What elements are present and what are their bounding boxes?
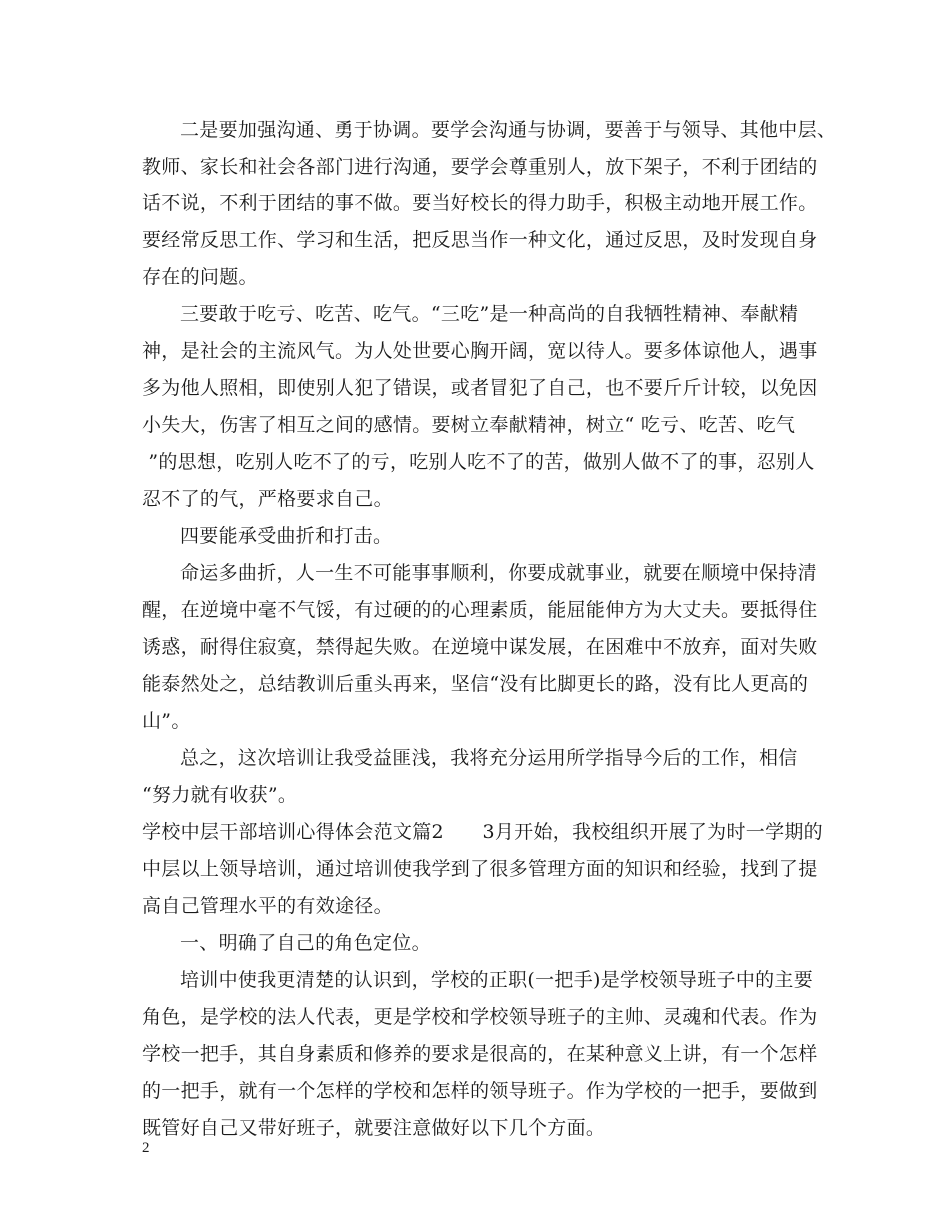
text-line: 命运多曲折，人一生不可能事事顺利，你要成就事业，就要在顺境中保持清 bbox=[180, 562, 817, 584]
text-line: 忍不了的气，严格要求自己。 bbox=[142, 488, 393, 510]
text-line: 四要能承受曲折和打击。 bbox=[180, 525, 393, 547]
text-line: 三要敢于吃亏、吃苦、吃气。“三吃”是一种高尚的自我牺牲精神、奉献精 bbox=[180, 303, 799, 325]
text-line: 教师、家长和社会各部门进行沟通，要学会尊重别人，放下架子，不利于团结的 bbox=[142, 156, 818, 178]
text-line: 话不说，不利于团结的事不做。要当好校长的得力助手，积极主动地开展工作。 bbox=[142, 192, 818, 214]
text-line: 角色，是学校的法人代表，更是学校和学校领导班子的主帅、灵魂和代表。作为 bbox=[142, 1006, 818, 1028]
text-line: 醒，在逆境中毫不气馁，有过硬的的心理素质，能屈能伸方为大丈夫。要抵得住 bbox=[142, 599, 818, 621]
text-line: 培训中使我更清楚的认识到，学校的正职(一把手)是学校领导班子中的主要 bbox=[180, 969, 814, 991]
text-line: 学校一把手，其自身素质和修养的要求是很高的，在某种意义上讲，有一个怎样 bbox=[142, 1043, 818, 1065]
text-line: 高自己管理水平的有效途径。 bbox=[142, 895, 393, 917]
text-line: 神，是社会的主流风气。为人处世要心胸开阔，宽以待人。要多体谅他人，遇事 bbox=[142, 340, 818, 362]
text-line: 多为他人照相，即使别人犯了错误，或者冒犯了自己，也不要斤斤计较，以免因 bbox=[142, 377, 818, 399]
text-line: 既管好自己又带好班子，就要注意做好以下几个方面。 bbox=[142, 1117, 606, 1139]
page-number: 2 bbox=[142, 1140, 150, 1156]
text-line: 诱惑，耐得住寂寞，禁得起失败。在逆境中谋发展，在困难中不放弃，面对失败 bbox=[142, 636, 818, 658]
section-heading: 一、明确了自己的角色定位。 bbox=[180, 932, 431, 954]
text-line: 二是要加强沟通、勇于协调。要学会沟通与协调，要善于与领导、其他中层、 bbox=[180, 119, 837, 141]
text-line: 中层以上领导培训，通过培训使我学到了很多管理方面的知识和经验，找到了提 bbox=[142, 858, 818, 880]
text-line: ”的思想，吃别人吃不了的亏，吃别人吃不了的苦，做别人做不了的事，忍别人 bbox=[142, 451, 815, 473]
text-line: 的一把手，就有一个怎样的学校和怎样的领导班子。作为学校的一把手，要做到 bbox=[142, 1080, 818, 1102]
text-line: “努力就有收获”。 bbox=[142, 784, 298, 806]
text-line: 能泰然处之，总结教训后重头再来，坚信“没有比脚更长的路，没有比人更高的 bbox=[142, 673, 809, 695]
text-line: 小失大，伤害了相互之间的感情。要树立奉献精神，树立“ 吃亏、吃苦、吃气 bbox=[142, 414, 796, 436]
text-line: 学校中层干部培训心得体会范文篇2 3月开始，我校组织开展了为时一学期的 bbox=[142, 821, 823, 843]
text-line: 要经常反思工作、学习和生活，把反思当作一种文化，通过反思，及时发现自身 bbox=[142, 229, 818, 251]
text-line: 存在的问题。 bbox=[142, 266, 258, 288]
text-line: 山”。 bbox=[142, 710, 191, 732]
text-line: 总之，这次培训让我受益匪浅，我将充分运用所学指导今后的工作，相信 bbox=[180, 747, 798, 769]
